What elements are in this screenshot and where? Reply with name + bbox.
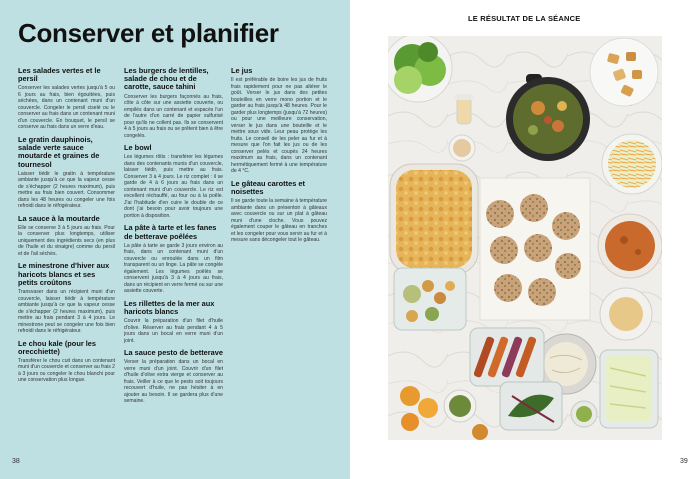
section-heading: La pâte à tarte et les fanes de betterave poêlées: [124, 223, 217, 241]
section-body: Laisser tiédir le gratin à température ambiante jusqu'à ce que la vapeur cesse de s'échapper (2 heures maximum), puis mettre au frais bien couvert. Consommer dans les 48 heures ou congeler une fois refroidi dans le réfrigérateur.: [18, 170, 115, 210]
section-sauce-moutarde: [18, 215, 115, 258]
roasted-carrots-box: [470, 328, 544, 386]
cabbage-slaw-box: [600, 350, 658, 428]
section-body: Il est préférable de boire les jus de fruits frais rapidement pour ne pas altérer le goût. Verser le jus dans des petites bouteilles en verre mono portion et le garder au frais jusqu'à 48 heures. Pour le garder plus longtemps (jusqu'à 72 heures) ou pour une meilleure conservation, verser le jus dans une bouteille et le mettre sous vide. Leur peau protège les fruits. Le conseil de les peler au fur et à mesure que l'on fait les jus ou de les conserver pelés et coupés 24 heures maximum au frais, dans un contenant hermétiquement fermé à une température de 4 °C.: [231, 77, 327, 175]
section-heading: La sauce pesto de betterave: [124, 348, 223, 358]
page-number-left: 38: [12, 458, 20, 465]
section-body: Les légumes rôtis : transférer les légumes dans des contenants munis d'un couvercle, laisser tiédir, puis mettre au frais. Conserver 3 à 4 jours. Le riz complet : il se garde de 4 à 6 jours au frais dans un contenant muni d'un couvercle. Le riz est excellent réchauffé, au four ou à la poêle. J'ai l'habitude d'en cuire le double de ce dont j'ai besoin pour avoir toujours une portion à disposition.: [124, 154, 223, 219]
section-body: Transférer le chou cuit dans un contenant muni d'un couvercle et conserver au frais 2 à 3 jours ou congeler le chou blanchi pour une conservation plus longue.: [18, 357, 115, 384]
section-body: La pâte à tarte se garde 3 jours environ au frais, dans un contenant muni d'un couvercle ou enroulée dans un film transparent ou un linge. La pâte se congèle également. Les légumes poêlés se conservent jusqu'à 3 à 4 jours au frais, dans un récipient en verre fermé ou sur une assiette couverte.: [124, 242, 223, 295]
section-chou-kale: [18, 340, 115, 384]
section-body: Conserver les salades vertes jusqu'à 5 ou 6 jours au frais, bien égouttées, puis séchées, dans un contenant muni d'un couvercle. Congeler le persil ciselé ou le conserver au frais dans un contenant muni d'un couvercle. En bouquet, le persil se conserve au frais dans un verre d'eau.: [18, 85, 115, 131]
section-jus: [231, 67, 327, 175]
gratin-dish: [390, 164, 478, 274]
text-column-2: [124, 67, 223, 410]
coleslaw-bowl: [602, 134, 662, 194]
section-heading: Les burgers de lentilles, salade de chou et de carotte, sauce tahini: [124, 66, 209, 92]
lentil-burgers-tray: [480, 178, 590, 320]
section-minestrone: [18, 262, 115, 334]
roasted-vegetables-box: [394, 268, 466, 330]
tahini-dish: [600, 288, 652, 340]
section-body: Verser la préparation dans un bocal en verre muni d'un joint. Couvrir d'un filet d'huile d'olive extra vierge et conserver au frais. Veiller à ce que le pesto soit toujours recouvert d'huile, ne pas hésiter à en ajouter au besoin. Il se gardera plus d'une semaine.: [124, 359, 223, 405]
salad-bowl: [388, 36, 452, 102]
section-heading-right: LE RÉSULTAT DE LA SÉANCE: [468, 14, 581, 23]
text-column-3: [231, 67, 327, 249]
section-body: Couvrir la préparation d'un filet d'huile d'olive. Réserver au frais pendant 4 à 5 jours dans un bocal en verre muni d'un joint.: [124, 318, 223, 344]
section-pate-a-tarte: [124, 224, 223, 294]
section-heading: Le jus: [231, 66, 253, 75]
kale-box: [500, 382, 562, 430]
section-heading: Le chou kale (pour les orecchiette): [18, 338, 97, 356]
section-body: Il se garde toute la semaine à température ambiante dans un présentoir à gâteaux avec couvercle ou sur un plat à gâteau muni d'une cloche. Vous pouvez également couper le gâteau en tranches et les congeler pour vous servir au fur et à mesure sans décongeler tout le gâteau.: [231, 198, 327, 244]
section-heading: Le bowl: [124, 143, 152, 153]
section-gateau-carottes: [231, 180, 327, 244]
section-gratin-dauphinois: [18, 136, 115, 210]
text-column-1: [18, 67, 115, 389]
croutons-plate: [590, 38, 658, 106]
section-pesto-betterave: [124, 349, 223, 405]
section-heading: Les salades vertes et le persil: [18, 66, 101, 84]
section-heading: Le gâteau carottes et noisettes: [231, 178, 305, 196]
section-heading: Les rillettes de la mer aux haricots blancs: [124, 298, 215, 316]
section-rillettes: [124, 300, 223, 344]
section-heading: Le gratin dauphinois, salade verte sauce moutarde et graines de tournesol: [18, 134, 100, 169]
section-bowl: [124, 144, 223, 219]
section-heading: La sauce à la moutarde: [18, 213, 100, 223]
right-page: [350, 0, 700, 479]
section-body: Conserver les burgers façonnés au frais, côte à côte sur une assiette couverte, ou empilés dans un contenant et espacés l'un de l'autre d'un carré de papier sulfurisé pour qu'ils ne collent pas. Ils se conservent 4 à 5 jours au frais ou se prêtent bien à être congelés.: [124, 93, 223, 139]
page-title: Conserver et planifier: [18, 18, 279, 48]
section-body: Transvaser dans un récipient muni d'un couvercle, laisser tiédir à température ambiante jusqu'à ce que la vapeur cesse de s'échapper (2 heures maximum), puis mettre au frais pendant 3 à 4 jours. Le minestrone peut se congeler une fois bien refroidi dans le réfrigérateur.: [18, 289, 115, 335]
section-body: Elle se conserve 3 à 5 jours au frais. Pour la conserver plus longtemps, utiliser uniquement des ingrédients secs (en plus de l'huile et du vinaigre) comme du persil et de l'ail séchés.: [18, 224, 115, 257]
food-photo: [388, 36, 662, 440]
section-burgers-lentilles: [124, 67, 223, 139]
section-heading: Le minestrone d'hiver aux haricots blancs et ses petits croûtons: [18, 261, 110, 287]
section-salades-vertes: [18, 67, 115, 131]
carrot-cake: [598, 214, 662, 278]
page-number-right: 39: [680, 458, 688, 465]
